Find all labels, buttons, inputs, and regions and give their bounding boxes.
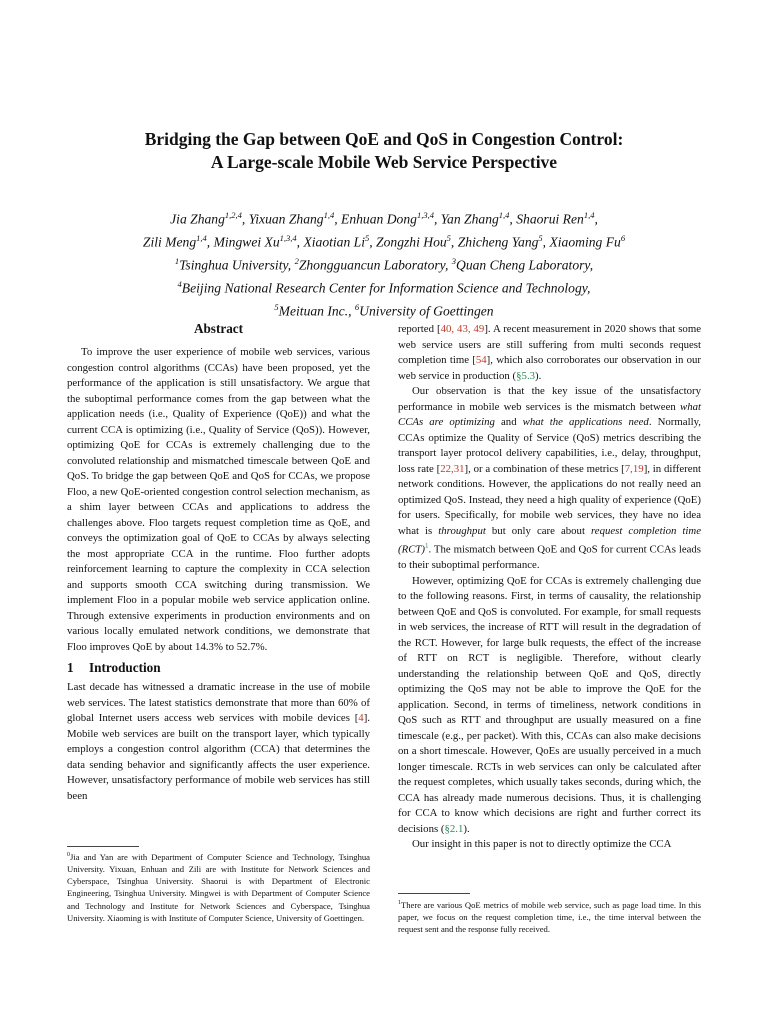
citation-link[interactable]: 22,31 xyxy=(440,462,465,475)
author-name: Shaorui Ren xyxy=(516,211,584,227)
author-affil: 1,4 xyxy=(196,233,207,244)
author-name: Zhicheng Yang xyxy=(457,234,539,250)
author-affil: 1,3,4 xyxy=(279,233,297,244)
abstract-heading: Abstract xyxy=(193,321,244,336)
affiliation: Beijing National Research Center for Information Science and Technology, xyxy=(181,280,591,296)
title-line-2: A Large-scale Mobile Web Service Perspective xyxy=(210,152,558,172)
paper-title xyxy=(0,128,768,174)
author-affil: 1,2,4 xyxy=(224,210,242,220)
right-column xyxy=(398,322,701,853)
author-name: Yixuan Zhang xyxy=(248,211,324,227)
author-affil: 5 xyxy=(365,233,370,244)
affiliation-line-3: $^5$Meituan Inc., $^6$University of Goettingen xyxy=(274,302,494,319)
author-affil: 1,3,4 xyxy=(416,210,434,220)
section-crossref-link[interactable]: §5.3 xyxy=(516,369,536,382)
intro-paragraph-4: However, optimizing QoE for CCAs is extremely challenging due to the following reasons. First, in terms of causality, the relationship between QoE and QoS is convoluted. For example, for small requests in web services, the increase of RTT will result in the degradation of the RCT. However, for large bulk requests, the effect of the increase of RTT on RCT is negligible. Therefore, without clearly understanding the relationship between QoE and QoS, directly optimizing the QoS may not be able to improve the QoE for the application. Second, in terms of timeliness, network conditions in QoS such as RTT and throughput are usually measured on a fine timescale (e.g., per packet). With this, CCAs can also make decisions on a short timescale. However, QoEs are usually perceived in a much longer timescale. RCTs in web services can only be calculated after the request completes, which usually takes seconds, during which, the CCA has already made numerous decisions. Thus, it is challenging for CCA to know which decisions are right and further correct its decisions (§2.1). xyxy=(398,574,701,835)
footnote-rule xyxy=(398,893,470,894)
author-affil: 1,4 xyxy=(498,210,510,220)
author-affil: 6 xyxy=(620,233,626,244)
author-line-2: Zili Meng$^{1,4}$, Mingwei Xu$^{1,3,4}$, Xiaotian Li$^5$, Zongzhi Hou$^5$, Zhicheng Yang$^5$, Xiaoming Fu$^6$ xyxy=(142,233,626,250)
affiliation: University of Goettingen xyxy=(359,303,494,319)
intro-paragraph-5: Our insight in this paper is not to directly optimize the CCA xyxy=(412,838,672,851)
citation-link[interactable]: 4 xyxy=(358,712,364,724)
author-line-1: Jia Zhang$^{1,2,4}$, Yixuan Zhang$^{1,4}$, Enhuan Dong$^{1,3,4}$, Yan Zhang$^{1,4}$, Shaorui Ren$^{1,4}$, xyxy=(170,210,598,227)
affiliation-line-1: $^1$Tsinghua University, $^2$Zhongguancun Laboratory, $^3$Quan Cheng Laboratory, xyxy=(174,256,594,273)
intro-paragraph-1: Last decade has witnessed a dramatic increase in the use of mobile web services. The latest statistics demonstrate that more than 60% of global Internet users access web services with mobile devices [4]. Mobile web services are built on the transport layer, which typically employs a congestion control algorithm (CCA) that determines the data sending behavior and significantly affects the user experience. However, unsatisfactory performance of mobile web services has still been xyxy=(67,681,370,802)
citation-link[interactable]: 7,19 xyxy=(624,462,644,475)
footnote-rule xyxy=(67,846,139,847)
intro-paragraph-2: reported [40, 43, 49]. A recent measurement in 2020 shows that some web service users are still suffering from multi seconds request completion time [54], which also corroborates our observation in our web service in production (§5.3). xyxy=(398,323,702,382)
citation-link[interactable]: 54 xyxy=(475,354,487,366)
section-crossref-link[interactable]: §2.1 xyxy=(444,822,464,835)
affiliation: Tsinghua University, xyxy=(179,257,295,273)
author-name: Jia Zhang xyxy=(170,211,225,227)
author-name: Mingwei Xu xyxy=(213,234,280,250)
affiliation-line-2: $^4$Beijing National Research Center for Information Science and Technology, xyxy=(177,279,591,296)
section-number: 1 xyxy=(67,660,74,675)
section-title: Introduction xyxy=(89,660,161,675)
affiliation: Quan Cheng Laboratory, xyxy=(456,257,594,273)
section-heading-introduction xyxy=(67,660,370,676)
intro-paragraph-3: Our observation is that the key issue of the unsatisfactory performance in mobile web services is the mismatch between what CCAs are optimizing and what the applications need. Normally, CCAs optimize the Quality of Service (QoS) metrics describing the transport layer protocol delivery capabilities, i.e., delay, throughput, loss rate [22,31], or a combination of these metrics [7,19], in different network conditions. However, the applications do not really need an optimized QoS. Instead, they need a high quality of experience (QoE) for users. Specifically, for mobile web services, they have no idea what is throughput but only care about request completion time (RCT)$^1$. The mismatch between QoE and QoS for current CCAs leads to their suboptimal performance. xyxy=(398,385,701,572)
author-affil: 1,4 xyxy=(323,210,335,220)
author-affil: 5 xyxy=(538,233,543,244)
author-name: Xiaoming Fu xyxy=(549,234,621,250)
footnote-qoe-metrics: $^1$There are various QoE metrics of mobile web service, such as page load time. In this paper, we focus on the request completion time, i.e., the time interval between the request sent and the response fully received. xyxy=(398,899,701,935)
author-block xyxy=(0,206,768,321)
affiliation: Zhongguancun Laboratory, xyxy=(298,257,452,273)
author-name: Zongzhi Hou xyxy=(376,234,447,250)
affiliation: Meituan Inc., xyxy=(278,303,355,319)
author-name: Zili Meng xyxy=(142,234,197,250)
author-name: Enhuan Dong xyxy=(341,211,417,227)
author-name: Xiaotian Li xyxy=(303,234,365,250)
left-column xyxy=(67,320,370,804)
citation-link[interactable]: 40, 43, 49 xyxy=(440,323,485,335)
author-affil: 5 xyxy=(446,233,451,244)
title-line-1: Bridging the Gap between QoE and QoS in Congestion Control: xyxy=(144,129,624,149)
footnote-affiliations: $^0$Jia and Yan are with Department of Computer Science and Technology, Tsinghua University. Yixuan, Enhuan and Zili are with Institute for Network Sciences and Cyberspace, Tsinghua University. Shaorui is with Department of Electronic Engineering, Tsinghua University. Mingwei is with Department of Computer Science and Technology and Institute for Network Sciences and Cyberspace, Tsinghua University. Xiaoming is with Institute of Computer Science, University of Goettingen. xyxy=(67,851,370,923)
abstract-text: To improve the user experience of mobile web services, various congestion control algorithms (CCAs) have been proposed, yet the performance of the application is still unsatisfactory. We argue that the suboptimal performance comes from the gap between what the application needs (i.e., Quality of Experience (QoE)) and what the current CCA is optimizing (i.e., Quality of Service (QoS)). However, optimizing QoE for CCAs is extremely challenging due to the convoluted relationship and mismatched timescale between QoE and QoS. To bridge the gap between QoE and QoS for CCAs, we propose Floo, a new QoE-oriented congestion control selection mechanism, as a shim layer between CCAs and applications to address the challenges above. Floo targets request completion time as QoE, and conveys the optimization goal of QoE to CCAs by always selecting the most appropriate CCA in the runtime. Floo further adopts reinforcement learning to capture the complexity in CCA selection and supports smooth CCA switching during transmission. We implement Floo in a popular mobile web service application online. Through extensive experiments in production environments and on various locally emulated network conditions, we demonstrate that Floo improves QoE by about 14.3% to 52.7%. xyxy=(67,346,370,653)
author-name: Yan Zhang xyxy=(440,211,499,227)
author-affil: 1,4 xyxy=(583,210,595,220)
footnote-marker-link[interactable]: 1 xyxy=(425,542,429,550)
